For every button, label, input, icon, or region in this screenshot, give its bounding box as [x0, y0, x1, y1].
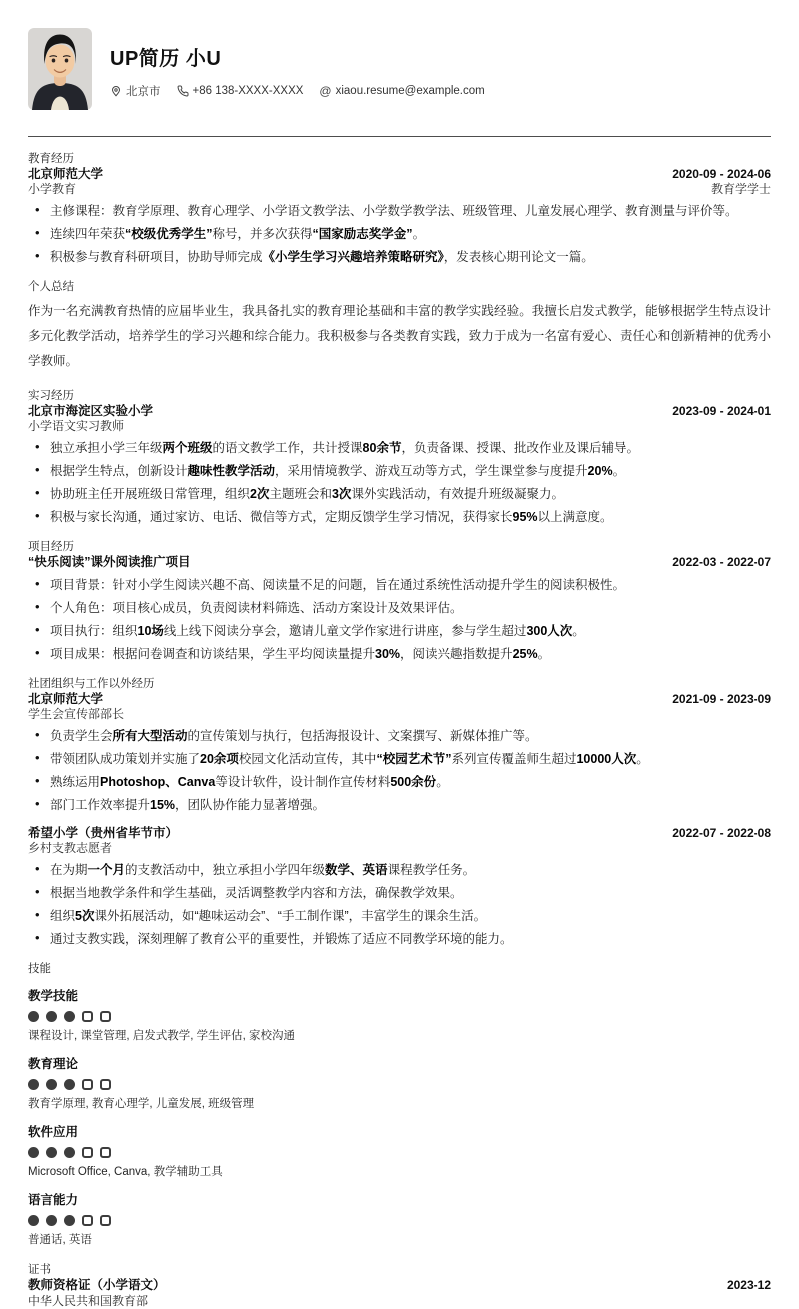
bullet-item: [28, 797, 771, 813]
bullet-text: 熟练运用: [50, 775, 101, 789]
bullet-item: [28, 486, 771, 502]
resume-header: [28, 28, 771, 110]
bullet-text: 的宣传策划与执行，包括海报设计、文案撰写、新媒体推广等。: [187, 729, 538, 743]
activity-entry: [28, 692, 771, 813]
internship-entry: [28, 404, 771, 525]
project-bullets: [28, 577, 771, 662]
header-info: [110, 40, 485, 99]
entry-head-row: [28, 167, 771, 182]
bullet-text-bold: 25%: [512, 647, 538, 661]
section-title: 技能: [28, 963, 51, 975]
rating-dot-filled-icon: [64, 1215, 75, 1226]
bullet-text: 带领团队成功策划并实施了: [50, 752, 201, 766]
bullet-text-bold: 10000人次: [576, 752, 637, 766]
section-project: [28, 540, 771, 662]
section-activities: [28, 677, 771, 947]
entry-head-row: [28, 692, 771, 707]
skill-group: [28, 1124, 771, 1180]
bullet-text-bold: “校级优秀学生”: [125, 227, 213, 241]
bullet-text-bold: 趣味性教学活动: [187, 464, 276, 478]
certificate-date: 2023-12: [726, 1278, 771, 1292]
bullet-item: [28, 774, 771, 790]
project-title: “快乐阅读”课外阅读推广项目: [28, 555, 191, 569]
bullet-item: [28, 751, 771, 767]
rating-dot-filled-icon: [64, 1147, 75, 1158]
bullet-text-bold: 3次: [331, 487, 352, 501]
bullet-text-bold: 300人次: [526, 624, 573, 638]
bullet-text: 称号，并多次获得: [212, 227, 313, 241]
bullet-text: 主题班会和: [269, 487, 332, 501]
skill-name: 教学技能: [28, 989, 79, 1003]
bullet-text: 。: [612, 464, 626, 478]
bullet-item: [28, 600, 771, 616]
rating-dot-empty-icon: [82, 1079, 93, 1090]
bullet-text: 通过支教实践，深刻理解了教育公平的重要性，并锻炼了适应不同教学环境的能力。: [50, 932, 513, 946]
entry-sub-row: [28, 419, 771, 433]
bullet-item: [28, 226, 771, 242]
bullet-text-bold: 数学、英语: [325, 863, 388, 877]
bullet-text: 项目成果：根据问卷调查和访谈结果，学生平均阅读量提升: [50, 647, 376, 661]
bullet-text: 项目背景：针对小学生阅读兴趣不高、阅读量不足的问题，旨在通过系统性活动提升学生的阅读积极性。: [50, 578, 626, 592]
education-date: 2020-09 - 2024-06: [672, 167, 771, 181]
summary-text: 作为一名充满教育热情的应届毕业生，我具备扎实的教育理论基础和丰富的教学实践经验。我擅长启发式教学，能够根据学生特点设计多元化教学活动，培养学生的学习兴趣和综合能力。我积极参与各类教育实践，致力于成为一名富有爱心、责任心和创新精神的优秀小学教师。: [28, 304, 771, 368]
rating-dot-filled-icon: [46, 1147, 57, 1158]
bullet-text: 组织: [50, 909, 76, 923]
school-name: 北京师范大学: [28, 167, 104, 181]
skill-name: 语言能力: [28, 1193, 79, 1207]
bullet-text: ，发表核心期刊论文一篇。: [443, 250, 594, 264]
rating-dot-filled-icon: [46, 1215, 57, 1226]
certificate-entry: [28, 1278, 771, 1309]
skill-group: [28, 1192, 771, 1248]
bullet-text: 等设计软件，设计制作宣传材料: [215, 775, 391, 789]
bullet-text: 校园文化活动宣传，其中: [238, 752, 377, 766]
bullet-text-bold: 所有大型活动: [112, 729, 188, 743]
bullet-text: 项目执行：组织: [50, 624, 138, 638]
candidate-name: UP简历 小U: [110, 47, 222, 70]
bullet-text-bold: 15%: [150, 798, 176, 812]
avatar: [28, 28, 92, 110]
contact-location: [110, 83, 161, 99]
rating-dot-filled-icon: [28, 1215, 39, 1226]
rating-dot-empty-icon: [100, 1147, 111, 1158]
project-date: 2022-03 - 2022-07: [672, 555, 771, 569]
bullet-text: 。: [436, 775, 449, 789]
bullet-text-bold: 20余项: [200, 752, 239, 766]
rating-dot-empty-icon: [100, 1215, 111, 1226]
bullet-text-bold: 30%: [375, 647, 401, 661]
entry-head-row: [28, 826, 771, 841]
org-name: 北京市海淀区实验小学: [28, 404, 154, 418]
bullet-item: [28, 931, 771, 947]
bullet-text-bold: 2次: [250, 487, 270, 501]
bullet-item: [28, 623, 771, 639]
section-title: 社团组织与工作以外经历: [28, 678, 155, 690]
contact-row: [110, 83, 485, 99]
phone-text: +86 138-XXXX-XXXX: [192, 84, 304, 97]
skill-name: 教育理论: [28, 1057, 79, 1071]
bullet-text-bold: 20%: [587, 464, 613, 478]
bullet-item: [28, 463, 771, 479]
internship-date: 2023-09 - 2024-01: [672, 404, 771, 418]
section-skills: [28, 962, 771, 1248]
bullet-item: [28, 203, 771, 219]
rating-dot-filled-icon: [28, 1011, 39, 1022]
bullet-text: 课外实践活动，有效提升班级凝聚力。: [351, 487, 564, 501]
role: 学生会宣传部部长: [28, 707, 125, 721]
rating-dot-empty-icon: [100, 1011, 111, 1022]
bullet-item: [28, 577, 771, 593]
bullet-text-bold: 10场: [137, 624, 164, 638]
skill-keywords: 普通话, 英语: [28, 1234, 92, 1246]
at-icon: @: [319, 83, 332, 98]
rating-dot-filled-icon: [46, 1011, 57, 1022]
bullet-text: ，采用情境教学、游戏互动等方式，学生课堂参与度提升: [275, 464, 588, 478]
skill-group: [28, 1056, 771, 1112]
section-title: 项目经历: [28, 541, 74, 553]
entry-head-row: [28, 404, 771, 419]
rating-dot-filled-icon: [64, 1079, 75, 1090]
bullet-text: 根据当地教学条件和学生基础，灵活调整教学内容和方法，确保教学效果。: [50, 886, 463, 900]
major: 小学教育: [28, 182, 77, 196]
bullet-text: 连续四年荣获: [50, 227, 126, 241]
entry-head-row: [28, 555, 771, 570]
project-entry: [28, 555, 771, 662]
section-title: 实习经历: [28, 390, 74, 402]
skill-keywords: 课程设计, 课堂管理, 启发式教学, 学生评估, 家校沟通: [28, 1030, 296, 1042]
bullet-text: 积极参与教育科研项目，协助导师完成: [50, 250, 263, 264]
org-name: 希望小学（贵州省毕节市）: [28, 826, 179, 840]
skill-rating: [28, 1079, 771, 1090]
bullet-item: [28, 440, 771, 456]
section-title: 证书: [28, 1264, 51, 1276]
bullet-text: 课程教学任务。: [387, 863, 476, 877]
bullet-text: 在为期: [50, 863, 88, 877]
bullet-text: 根据学生特点，创新设计: [50, 464, 188, 478]
header-divider: [28, 136, 771, 137]
degree: 教育学学士: [710, 182, 771, 196]
bullet-text: 独立承担小学三年级: [50, 441, 163, 455]
bullet-text: 。: [572, 624, 585, 638]
avatar-photo: [28, 28, 92, 110]
bullet-text: 线上线下阅读分享会，邀请儿童文学作家进行讲座，参与学生超过: [163, 624, 527, 638]
activity-bullets: [28, 728, 771, 813]
bullet-text: 部门工作效率提升: [50, 798, 151, 812]
bullet-text-bold: 一个月: [87, 863, 126, 877]
rating-dot-filled-icon: [28, 1079, 39, 1090]
bullet-text-bold: 500余份: [390, 775, 437, 789]
activity-entry: [28, 826, 771, 947]
bullet-text: 。: [636, 752, 649, 766]
skill-rating: [28, 1011, 771, 1022]
contact-email: [319, 85, 484, 97]
bullet-item: [28, 728, 771, 744]
entry-sub-row: [28, 841, 771, 855]
bullet-text: 课外拓展活动，如“趣味运动会”、“手工制作课”，丰富学生的课余生活。: [94, 909, 487, 923]
role: 乡村支教志愿者: [28, 841, 113, 855]
skill-keywords: Microsoft Office, Canva, 教学辅助工具: [28, 1166, 223, 1178]
bullet-text: 。: [412, 227, 426, 241]
bullet-text: 个人角色：项目核心成员，负责阅读材料筛选、活动方案设计及效果评估。: [50, 601, 463, 615]
bullet-text: ，阅读兴趣指数提升: [400, 647, 513, 661]
location-text: 北京市: [126, 85, 161, 98]
bullet-text: ，负责备课、授课、批改作业及课后辅导。: [401, 441, 639, 455]
bullet-text-bold: Photoshop、Canva: [100, 775, 216, 789]
certificate-issuer: 中华人民共和国教育部: [28, 1294, 149, 1308]
bullet-text: 积极与家长沟通，通过家访、电话、微信等方式，定期反馈学生学习情况，获得家长: [50, 510, 513, 524]
bullet-text-bold: 《小学生学习兴趣培养策略研究》: [262, 250, 444, 264]
internship-bullets: [28, 440, 771, 525]
phone-icon: [177, 85, 189, 97]
location-pin-icon: [110, 85, 122, 97]
skill-keywords: 教育学原理, 教育心理学, 儿童发展, 班级管理: [28, 1098, 255, 1110]
section-internship: [28, 389, 771, 525]
skill-rating: [28, 1147, 771, 1158]
entry-sub-row: [28, 707, 771, 721]
bullet-text-bold: “校园艺术节”: [376, 752, 452, 766]
bullet-text-bold: 95%: [512, 510, 538, 524]
section-title: 教育经历: [28, 153, 74, 165]
skill-rating: [28, 1215, 771, 1226]
section-education: [28, 152, 771, 265]
bullet-item: [28, 908, 771, 924]
bullet-item: [28, 249, 771, 265]
section-summary: [28, 280, 771, 374]
bullet-text: 负责学生会: [50, 729, 113, 743]
role: 小学语文实习教师: [28, 419, 125, 433]
entry-sub-row: [28, 182, 771, 196]
bullet-item: [28, 509, 771, 525]
bullet-text: 系列宣传覆盖师生超过: [451, 752, 577, 766]
bullet-item: [28, 646, 771, 662]
section-certificates: [28, 1263, 771, 1309]
bullet-text-bold: 80余节: [362, 441, 402, 455]
bullet-text: 以上满意度。: [537, 510, 613, 524]
org-name: 北京师范大学: [28, 692, 104, 706]
bullet-item: [28, 862, 771, 878]
bullet-text: 的语文教学工作，共计授课: [212, 441, 363, 455]
rating-dot-filled-icon: [28, 1147, 39, 1158]
bullet-item: [28, 885, 771, 901]
bullet-text: 。: [537, 647, 551, 661]
skill-name: 软件应用: [28, 1125, 79, 1139]
email-text: xiaou.resume@example.com: [335, 84, 485, 97]
entry-head-row: [28, 1278, 771, 1293]
bullet-text: ，团队协作能力显著增强。: [175, 798, 326, 812]
rating-dot-filled-icon: [46, 1079, 57, 1090]
education-entry: [28, 167, 771, 265]
skill-group: [28, 988, 771, 1044]
rating-dot-empty-icon: [82, 1011, 93, 1022]
rating-dot-empty-icon: [82, 1215, 93, 1226]
rating-dot-empty-icon: [100, 1079, 111, 1090]
certificate-name: 教师资格证（小学语文）: [28, 1278, 166, 1292]
bullet-text-bold: 5次: [75, 909, 95, 923]
bullet-text: 主修课程：教育学原理、教育心理学、小学语文教学法、小学数学教学法、班级管理、儿童发展心理学、教育测量与评价等。: [50, 204, 738, 218]
rating-dot-filled-icon: [64, 1011, 75, 1022]
activity-date: 2021-09 - 2023-09: [672, 692, 771, 706]
section-title: 个人总结: [28, 281, 74, 293]
contact-phone: [177, 85, 304, 97]
bullet-text: 协助班主任开展班级日常管理，组织: [50, 487, 251, 501]
education-bullets: [28, 203, 771, 265]
rating-dot-empty-icon: [82, 1147, 93, 1158]
activity-bullets: [28, 862, 771, 947]
activity-date: 2022-07 - 2022-08: [672, 826, 771, 840]
bullet-text-bold: 两个班级: [162, 441, 213, 455]
bullet-text: 的支教活动中，独立承担小学四年级: [125, 863, 326, 877]
bullet-text-bold: “国家励志奖学金”: [312, 227, 413, 241]
